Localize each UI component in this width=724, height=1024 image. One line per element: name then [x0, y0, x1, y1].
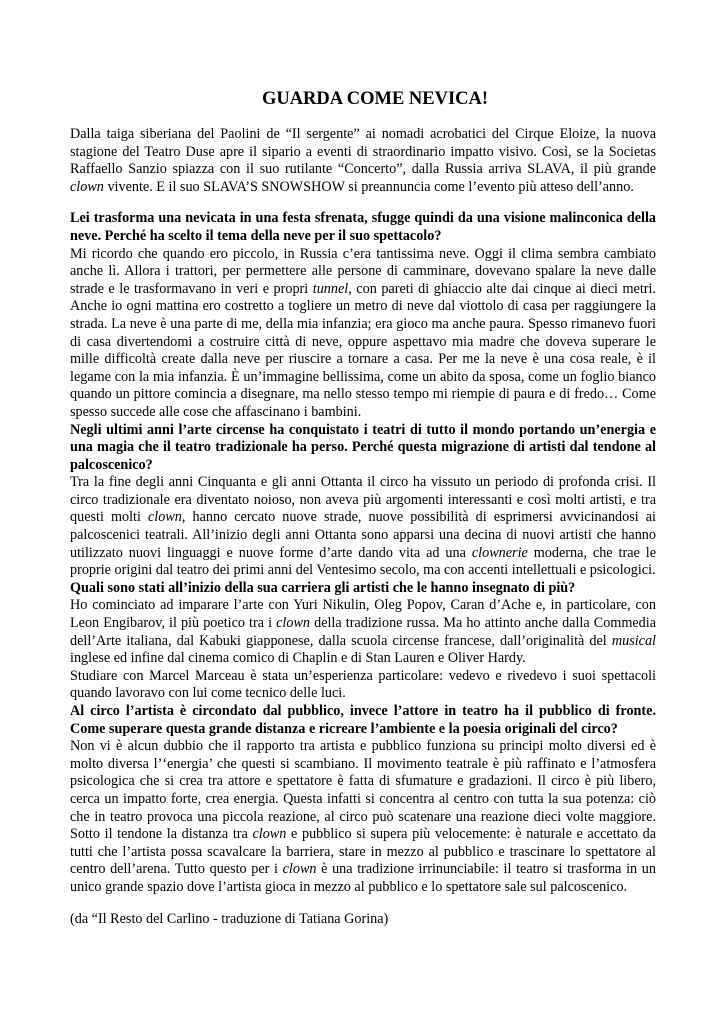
italic-run: clown — [70, 178, 104, 195]
italic-run: tunnel, — [312, 280, 352, 297]
question-2: Negli ultimi anni l’arte circense ha conquistato i teatri di tutto il mondo portando un’energia e una magia che il teatro tradizionale ha perso. Perché questa migrazione di artisti dal tendone al palcoscenico? — [70, 421, 656, 473]
text-run: è una tradizione irrinunciabile: il teatro si trasforma in un unico grande spazio dove l’artista gioca in mezzo al pubblico e lo spettatore sale sul palcoscenico. — [70, 861, 656, 895]
text-run: moderna, che trae le proprie origini dal teatro dei primi anni del Ventesimo secolo, ma con accenti intellettuali e psicologici. — [70, 544, 656, 579]
text-run: inglese ed infine dal cinema comico di Chaplin e di Stan Lauren e Oliver Hardy. — [70, 650, 526, 667]
text-run: con pareti di ghiaccio alte dai cinque ai dieci metri. Anche io ogni mattina ero costretto a togliere un metro di neve dal viottolo di casa per raggiungere la strada. La neve è una parte di me, della mia infanzia; era gioco ma anche paura. Spesso rimanevo fuori di casa divertendomi a costruire città di neve, oppure aspettavo mia madre che doveva superare le mille difficoltà create dalla neve per riuscire a tornare a casa. Per me la neve è una cosa reale, è il legame con la mia infanzia. È un’immagine bellissima, come un abito da sposa, come un foglio bianco quando un pittore comincia a disegnare, ma nello stesso tempo mi riempie di paura e di fredo… Come spesso succede alle cose che affascinano i bambini. — [70, 280, 656, 420]
text-run: Tra la fine degli anni Cinquanta e gli anni Ottanta il circo ha vissuto un periodo di profonda crisi. Il circo tradizionale era diventato noioso, non aveva più argomenti interessanti e così molti artisti, e tra questi molti — [70, 474, 656, 526]
italic-run: clown — [276, 615, 311, 632]
italic-run: clown — [147, 509, 182, 526]
answer-2 — [70, 474, 656, 580]
answer-3 — [70, 597, 656, 667]
italic-run: clownerie — [471, 544, 528, 561]
text-run: , hanno cercato nuove strade, nuove possibilità di esprimersi avvicinandosi ai palcoscenici teatrali. All’inizio degli anni Ottanta sono apparsi una decina di nuovi artisti che hanno utilizzato nuovi linguaggi e nuove forme d’arte dando vita ad una — [70, 509, 657, 561]
paragraph-spacer — [70, 196, 656, 210]
text-run: Dalla taiga siberiana del Paolini de “Il sergente” ai nomadi acrobatici del Cirque Eloize, la nuova stagione del Teatro Duse apre il sipario a eventi di straordinario impatto visivo. Così, se la Societas Raffaello Sanzio spiazza con il suo rutilante “Concerto”, dalla Russia arriva SLAVA, il più grande — [70, 126, 656, 178]
italic-run: musical — [611, 632, 656, 649]
question-1: Lei trasforma una nevicata in una festa sfrenata, sfugge quindi da una visione malinconica della neve. Perché ha scelto il tema della neve per il suo spettacolo? — [70, 210, 656, 244]
question-4: Al circo l’artista è circondato dal pubblico, invece l’attore in teatro ha il pubblico di fronte. Come superare questa grande distanza e ricreare l’ambiente e la poesia originali del circo? — [70, 703, 656, 737]
intro-paragraph — [70, 126, 656, 196]
answer-3-continued: Studiare con Marcel Marceau è stata un’esperienza particolare: vedevo e rivedevo i suoi spettacoli quando lavoravo con lui come tecnico delle luci. — [70, 667, 656, 702]
text-run: della tradizione russa. Ma ho attinto anche dalla Commedia dell’Arte italiana, dal Kabuki giapponese, dalla scuola circense francese, dall’originalità del — [70, 615, 656, 649]
text-run: vivente. E il suo SLAVA’S SNOWSHOW si preannuncia come l’evento più atteso dell’anno. — [103, 178, 634, 195]
question-3: Quali sono stati all’inizio della sua carriera gli artisti che le hanno insegnato di più? — [70, 579, 576, 596]
text-run: Non vi è alcun dubbio che il rapporto tra artista e pubblico funziona su principi molto diversi ed è molto diversa l’‘energia’ che questi si scambiano. Il movimento teatrale è più raffinato e l’atmosfera psicologica che si crea tra attore e spettatore è fatta di sfumature e gradazioni. Il circo è più libero, cerca un impatto forte, crea energia. Questa infatti si concentra al centro con tutta la sua potenza: ciò che in teatro provoca una piccola reazione, al circo può scatenare una reazione dieci volte maggiore. Sotto il tendone la distanza tra — [70, 738, 656, 843]
text-run: Ho cominciato ad imparare l’arte con Yuri Nikulin, Oleg Popov, Caran d’Ache e, in particolare, con Leon Engibarov, il più poetico tra i — [70, 597, 656, 632]
text-run: e pubblico si supera più velocemente: è naturale e accettato da tutti che l’artista possa scavalcare la barriera, stare in mezzo al pubblico e trascinare lo spettatore al centro dell’arena. Tutto questo per i — [70, 826, 656, 878]
answer-4 — [70, 738, 656, 896]
text-run: Mi ricordo che quando ero piccolo, in Russia c’era tantissima neve. Oggi il clima sembra cambiato anche lì. Allora i trattori, per permettere alle persone di camminare, dovevano spalare la neve dalle strade e le trasformavano in veri e propri — [70, 245, 656, 297]
source-credit: (da “Il Resto del Carlino - traduzione di Tatiana Gorina) — [70, 910, 389, 927]
document-page — [70, 88, 656, 928]
italic-run: clown — [252, 826, 287, 843]
answer-1 — [70, 246, 656, 422]
italic-run: clown — [282, 861, 317, 878]
article-title: GUARDA COME NEVICA! — [261, 89, 489, 109]
